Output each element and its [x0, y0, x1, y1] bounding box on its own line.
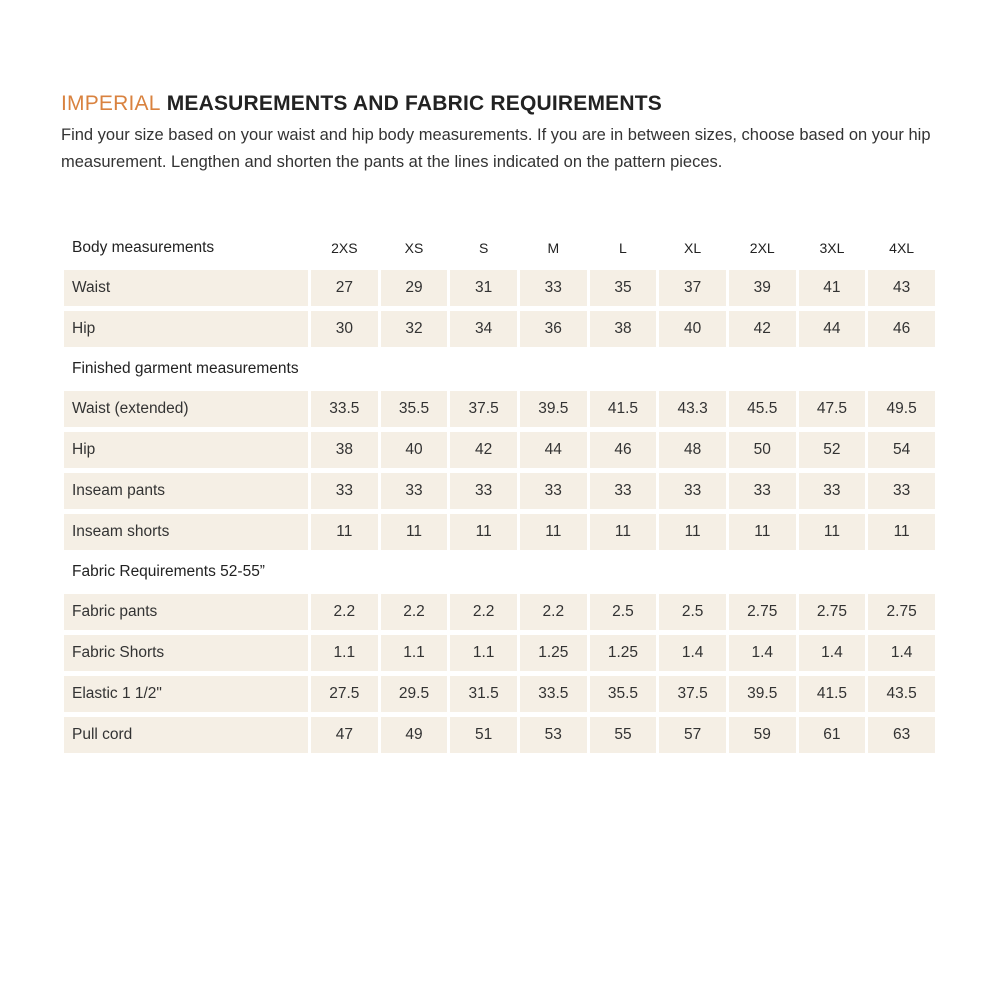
- table-cell: 11: [729, 514, 796, 550]
- table-cell: 41.5: [590, 391, 657, 427]
- size-header-m: M: [547, 240, 560, 256]
- section-heading: Finished garment measurements: [72, 360, 299, 377]
- row-label: Waist (extended): [64, 391, 308, 427]
- size-header-row: [64, 231, 935, 265]
- table-cell: 2.5: [659, 594, 726, 630]
- table-cell: 47.5: [799, 391, 866, 427]
- table-cell: 59: [729, 717, 796, 753]
- table-row: [64, 514, 935, 550]
- table-cell: 50: [729, 432, 796, 468]
- table-cell: 33: [659, 473, 726, 509]
- table-cell: 41: [799, 270, 866, 306]
- table-cell: 40: [659, 311, 726, 347]
- row-label: Fabric pants: [64, 594, 308, 630]
- row-label: Waist: [64, 270, 308, 306]
- table-cell: 32: [381, 311, 448, 347]
- table-cell: 33: [381, 473, 448, 509]
- table-cell: 1.4: [729, 635, 796, 671]
- size-chart-table: [61, 226, 938, 758]
- table-row: [64, 432, 935, 468]
- table-cell: 44: [520, 432, 587, 468]
- table-cell: 11: [590, 514, 657, 550]
- table-cell: 1.1: [450, 635, 517, 671]
- size-header-xl: XL: [684, 240, 702, 256]
- table-cell: 11: [659, 514, 726, 550]
- table-cell: 2.2: [520, 594, 587, 630]
- row-label: Elastic 1 1/2": [64, 676, 308, 712]
- table-cell: 57: [659, 717, 726, 753]
- table-cell: 33: [729, 473, 796, 509]
- table-cell: 37.5: [450, 391, 517, 427]
- row-label: Hip: [64, 311, 308, 347]
- table-cell: 37: [659, 270, 726, 306]
- table-cell: 33: [590, 473, 657, 509]
- corner-label: Body measurements: [72, 239, 215, 256]
- table-row: [64, 717, 935, 753]
- table-cell: 61: [799, 717, 866, 753]
- table-cell: 2.2: [311, 594, 378, 630]
- table-cell: 2.2: [381, 594, 448, 630]
- table-cell: 51: [450, 717, 517, 753]
- table-cell: 2.5: [590, 594, 657, 630]
- table-cell: 35.5: [381, 391, 448, 427]
- table-cell: 33: [450, 473, 517, 509]
- table-row: [64, 391, 935, 427]
- table-cell: 1.1: [311, 635, 378, 671]
- table-cell: 63: [868, 717, 935, 753]
- section-heading-row: [64, 352, 935, 386]
- section-heading-row: [64, 555, 935, 589]
- size-header-xs: XS: [404, 240, 424, 256]
- table-cell: 11: [450, 514, 517, 550]
- table-cell: 39.5: [520, 391, 587, 427]
- table-cell: 33: [868, 473, 935, 509]
- size-header-s: S: [478, 240, 489, 256]
- table-cell: 41.5: [799, 676, 866, 712]
- table-cell: 33.5: [311, 391, 378, 427]
- table-cell: 30: [311, 311, 378, 347]
- table-cell: 38: [590, 311, 657, 347]
- table-cell: 54: [868, 432, 935, 468]
- title-accent: IMPERIAL: [61, 92, 161, 115]
- size-header-2xl: 2XL: [749, 240, 775, 256]
- table-cell: 49: [381, 717, 448, 753]
- table-cell: 11: [381, 514, 448, 550]
- table-cell: 39: [729, 270, 796, 306]
- table-cell: 31: [450, 270, 517, 306]
- table-cell: 44: [799, 311, 866, 347]
- table-cell: 11: [311, 514, 378, 550]
- table-row: [64, 594, 935, 630]
- size-header-l: L: [619, 240, 627, 256]
- table-cell: 2.75: [729, 594, 796, 630]
- table-cell: 2.2: [450, 594, 517, 630]
- table-cell: 27: [311, 270, 378, 306]
- table-row: [64, 311, 935, 347]
- table-cell: 33: [311, 473, 378, 509]
- size-header-2xs: 2XS: [331, 240, 358, 256]
- table-cell: 46: [868, 311, 935, 347]
- intro-text: Find your size based on your waist and hip body measurements. If you are in between sizes, choose based on your hip measurement. Lengthen and shorten the pants at the lines indicated on the pattern pieces.: [61, 126, 931, 171]
- table-cell: 1.4: [799, 635, 866, 671]
- table-cell: 1.1: [381, 635, 448, 671]
- table-cell: 38: [311, 432, 378, 468]
- table-row: [64, 676, 935, 712]
- table-cell: 2.75: [868, 594, 935, 630]
- table-cell: 35: [590, 270, 657, 306]
- table-cell: 11: [520, 514, 587, 550]
- table-cell: 11: [868, 514, 935, 550]
- title-rest: MEASUREMENTS AND FABRIC REQUIREMENTS: [166, 92, 662, 115]
- table-cell: 1.25: [590, 635, 657, 671]
- row-label: Hip: [64, 432, 308, 468]
- size-header-3xl: 3XL: [819, 240, 845, 256]
- table-cell: 52: [799, 432, 866, 468]
- table-cell: 37.5: [659, 676, 726, 712]
- table-cell: 48: [659, 432, 726, 468]
- table-cell: 46: [590, 432, 657, 468]
- table-cell: 39.5: [729, 676, 796, 712]
- table-cell: 36: [520, 311, 587, 347]
- table-cell: 33: [520, 473, 587, 509]
- table-cell: 55: [590, 717, 657, 753]
- table-cell: 1.4: [659, 635, 726, 671]
- table-row: [64, 270, 935, 306]
- row-label: Fabric Shorts: [64, 635, 308, 671]
- table-cell: 53: [520, 717, 587, 753]
- table-cell: 29.5: [381, 676, 448, 712]
- table-row: [64, 473, 935, 509]
- row-label: Inseam pants: [64, 473, 308, 509]
- table-cell: 49.5: [868, 391, 935, 427]
- table-cell: 33: [520, 270, 587, 306]
- table-cell: 42: [450, 432, 517, 468]
- table-row: [64, 635, 935, 671]
- table-cell: 31.5: [450, 676, 517, 712]
- table-cell: 43.5: [868, 676, 935, 712]
- table-cell: 27.5: [311, 676, 378, 712]
- table-cell: 43.3: [659, 391, 726, 427]
- row-label: Inseam shorts: [64, 514, 308, 550]
- table-cell: 35.5: [590, 676, 657, 712]
- table-cell: 33.5: [520, 676, 587, 712]
- table-cell: 2.75: [799, 594, 866, 630]
- chart-body: [64, 270, 935, 753]
- table-cell: 34: [450, 311, 517, 347]
- table-cell: 1.25: [520, 635, 587, 671]
- table-cell: 40: [381, 432, 448, 468]
- table-cell: 47: [311, 717, 378, 753]
- table-cell: 33: [799, 473, 866, 509]
- table-cell: 29: [381, 270, 448, 306]
- table-cell: 11: [799, 514, 866, 550]
- table-cell: 1.4: [868, 635, 935, 671]
- row-label: Pull cord: [64, 717, 308, 753]
- page-title: [61, 92, 662, 116]
- table-cell: 45.5: [729, 391, 796, 427]
- section-heading: Fabric Requirements 52-55”: [72, 563, 265, 580]
- size-header-4xl: 4XL: [889, 240, 915, 256]
- table-cell: 43: [868, 270, 935, 306]
- table-cell: 42: [729, 311, 796, 347]
